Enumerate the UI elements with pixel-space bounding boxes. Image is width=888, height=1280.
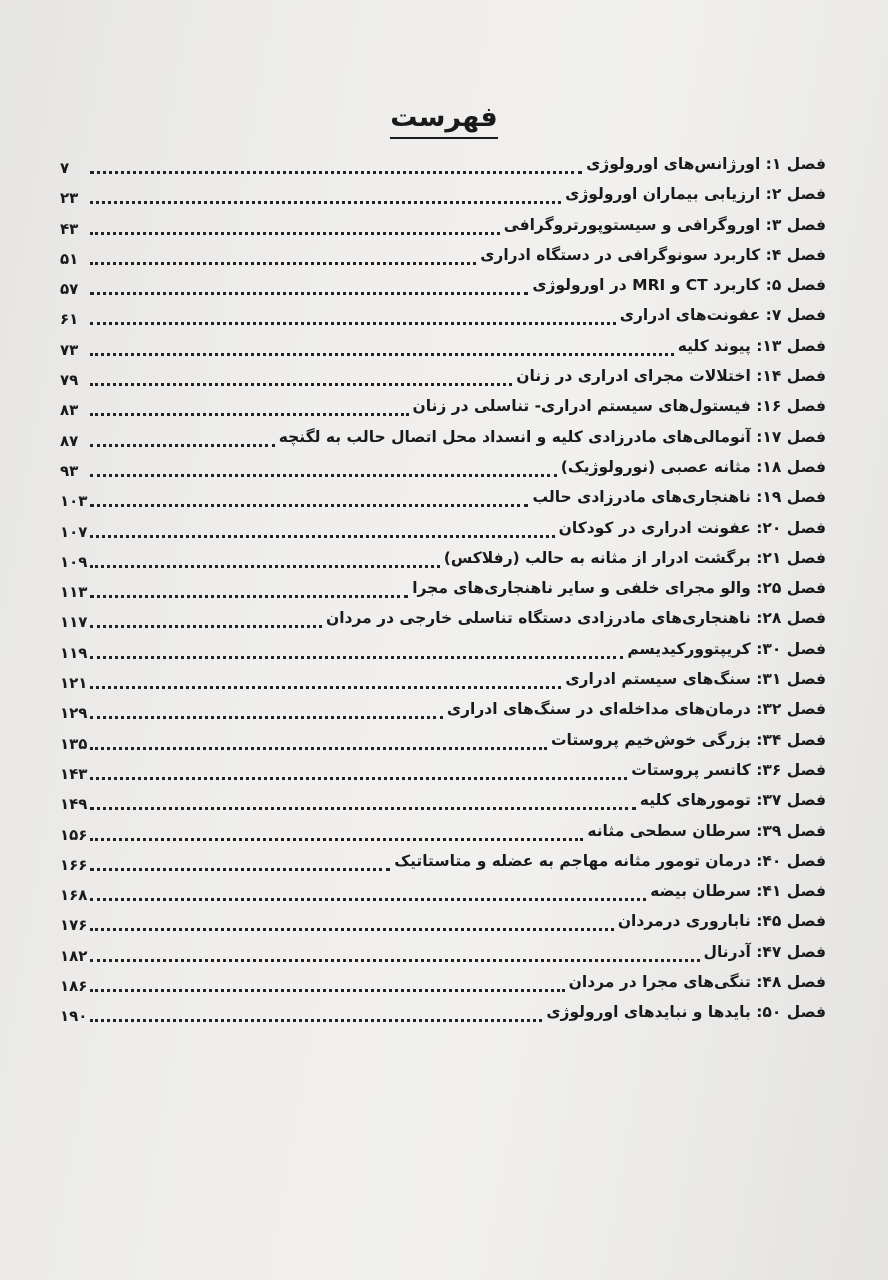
page-number: ۱۰۹ — [60, 552, 88, 571]
dot-leader — [90, 1019, 542, 1022]
toc-entry-title — [326, 607, 826, 629]
toc-row — [60, 998, 826, 1028]
chapter-title: والو مجرای خلفی و سایر ناهنجاری‌های مجرا — [412, 579, 751, 598]
chapter-label: فصل ۱۷: — [756, 427, 826, 446]
page-number: ۱۹۰ — [60, 1007, 88, 1026]
page-number: ۹۳ — [60, 461, 79, 480]
chapter-label: فصل ۳: — [765, 215, 826, 234]
toc-entry-title — [704, 941, 826, 963]
dot-leader — [90, 868, 390, 871]
dot-leader — [90, 716, 443, 719]
title-text: فهرست — [390, 102, 497, 139]
chapter-title: عفونت‌های ادراری — [619, 306, 761, 325]
chapter-label: فصل ۲۱: — [756, 548, 826, 567]
dot-leader — [90, 898, 646, 901]
toc-row — [60, 968, 826, 998]
toc-row — [60, 392, 826, 422]
toc-entry-title — [569, 971, 826, 993]
toc-row — [60, 180, 826, 210]
chapter-title: سنگ‌های سیستم ادراری — [565, 670, 751, 689]
toc-entry-title — [640, 789, 826, 811]
toc-entry-title — [279, 426, 826, 448]
dot-leader — [90, 383, 512, 386]
chapter-title: سرطان بیضه — [650, 882, 751, 901]
toc-row — [60, 604, 826, 634]
chapter-title: درمان تومور مثانه مهاجم به عضله و متاستاتیک — [394, 851, 751, 870]
chapter-title: اوروگرافی و سیستوپورتروگرافی — [503, 215, 761, 234]
chapter-title: کریپتوورکیدیسم — [627, 639, 751, 658]
chapter-label: فصل ۲۰: — [756, 518, 826, 537]
page-number: ۵۷ — [60, 280, 79, 299]
chapter-label: فصل ۳۱: — [756, 670, 826, 689]
page-number: ۸۷ — [60, 431, 79, 450]
table-of-contents — [60, 150, 826, 1029]
toc-entry-title — [551, 729, 826, 751]
toc-row — [60, 241, 826, 271]
page-number: ۱۲۱ — [60, 674, 88, 693]
chapter-label: فصل ۱۸: — [756, 457, 826, 476]
toc-row — [60, 695, 826, 725]
toc-entry-title — [413, 395, 826, 417]
page-number: ۱۵۶ — [60, 825, 88, 844]
toc-entry-title — [565, 668, 826, 690]
toc-row — [60, 847, 826, 877]
page-number: ۱۷۶ — [60, 916, 88, 935]
page-number: ۱۱۷ — [60, 613, 88, 632]
page-number: ۱۶۶ — [60, 855, 88, 874]
chapter-title: فیستول‌های سیستم ادراری- تناسلی در زنان — [412, 397, 751, 416]
chapter-title: برگشت ادرار از مثانه به حالب (رفلاکس) — [443, 548, 751, 567]
chapter-title: عفونت ادراری در کودکان — [558, 518, 751, 537]
chapter-label: فصل ۴۸: — [756, 973, 826, 992]
dot-leader — [90, 686, 561, 689]
chapter-label: فصل ۴۵: — [756, 912, 826, 931]
chapter-title: تومورهای کلیه — [639, 791, 751, 810]
dot-leader — [90, 474, 557, 477]
chapter-title: درمان‌های مداخله‌ای در سنگ‌های ادراری — [446, 700, 751, 719]
chapter-label: فصل ۵۰: — [756, 1003, 826, 1022]
chapter-title: کاربرد CT و MRI در اورولوژی — [532, 276, 761, 295]
toc-row — [60, 514, 826, 544]
toc-entry-title — [412, 577, 826, 599]
page-number: ۷ — [60, 159, 70, 177]
chapter-label: فصل ۱۴: — [756, 367, 826, 386]
dot-leader — [90, 353, 674, 356]
chapter-label: فصل ۴۰: — [756, 851, 826, 870]
chapter-title: ناهنجاری‌های مادرزادی دستگاه تناسلی خارجی در مردان — [326, 609, 751, 628]
chapter-label: فصل ۳۲: — [756, 700, 826, 719]
chapter-title: آنومالی‌های مادرزادی کلیه و انسداد محل اتصال حالب به لگنچه — [278, 427, 751, 446]
page-number: ۷۹ — [60, 371, 79, 390]
chapter-label: فصل ۱۶: — [756, 397, 826, 416]
toc-row — [60, 211, 826, 241]
toc-entry-title — [586, 153, 826, 175]
dot-leader — [90, 928, 614, 931]
toc-entry-title — [631, 759, 826, 781]
dot-leader — [90, 747, 547, 750]
dot-leader — [90, 232, 500, 235]
chapter-title: ناباروری درمردان — [617, 912, 751, 931]
toc-entry-title — [444, 547, 826, 569]
chapter-title: ناهنجاری‌های مادرزادی حالب — [532, 488, 751, 507]
chapter-title: بایدها و نبایدهای اورولوژی — [546, 1003, 751, 1022]
chapter-label: فصل ۳۷: — [756, 791, 826, 810]
dot-leader — [90, 201, 561, 204]
toc-row — [60, 301, 826, 331]
chapter-title: پیوند کلیه — [677, 336, 751, 355]
chapter-label: فصل ۲۸: — [756, 609, 826, 628]
chapter-label: فصل ۱: — [765, 155, 826, 173]
toc-row — [60, 574, 826, 604]
toc-entry-title — [620, 304, 826, 326]
toc-row — [60, 271, 826, 301]
toc-entry-title — [618, 910, 826, 932]
chapter-label: فصل ۳۴: — [756, 730, 826, 749]
toc-row — [60, 483, 826, 513]
toc-row — [60, 150, 826, 180]
dot-leader — [90, 625, 322, 628]
dot-leader — [90, 171, 582, 174]
chapter-label: فصل ۱۹: — [756, 488, 826, 507]
dot-leader — [90, 838, 583, 841]
page-number: ۵۱ — [60, 249, 79, 268]
toc-row — [60, 938, 826, 968]
toc-row — [60, 665, 826, 695]
dot-leader — [90, 595, 408, 598]
chapter-label: فصل ۴۷: — [756, 942, 826, 961]
toc-entry-title — [559, 517, 826, 539]
chapter-label: فصل ۳۶: — [756, 760, 826, 779]
toc-row — [60, 877, 826, 907]
dot-leader — [90, 777, 627, 780]
dot-leader — [90, 444, 275, 447]
toc-entry-title — [394, 850, 826, 872]
page-number: ۱۲۹ — [60, 704, 88, 723]
chapter-title: بزرگی خوش‌خیم پروستات — [550, 730, 751, 749]
toc-row — [60, 817, 826, 847]
toc-row — [60, 907, 826, 937]
toc-row — [60, 786, 826, 816]
chapter-title: آدرنال — [703, 942, 751, 961]
page-number: ۷۳ — [60, 340, 79, 359]
page-number: ۸۳ — [60, 401, 79, 420]
toc-entry-title — [533, 486, 827, 508]
toc-entry-title — [565, 183, 826, 205]
toc-row — [60, 756, 826, 786]
page-number: ۱۳۵ — [60, 734, 88, 753]
chapter-title: مثانه عصبی (نورولوژیک) — [560, 457, 751, 476]
page-number: ۱۶۸ — [60, 886, 88, 905]
toc-entry-title — [480, 244, 826, 266]
chapter-title: ارزیابی بیماران اورولوژی — [565, 185, 761, 204]
toc-entry-title — [504, 214, 826, 236]
toc-entry-title — [627, 638, 826, 660]
dot-leader — [90, 807, 636, 810]
toc-entry-title — [678, 335, 826, 357]
dot-leader — [90, 413, 409, 416]
chapter-label: فصل ۳۰: — [756, 639, 826, 658]
page-number: ۱۰۳ — [60, 492, 88, 511]
page-title — [0, 102, 888, 139]
toc-row — [60, 544, 826, 574]
dot-leader — [90, 535, 555, 538]
chapter-title: کانسر پروستات — [631, 760, 751, 779]
toc-entry-title — [516, 365, 826, 387]
page-number: ۲۳ — [60, 189, 79, 208]
chapter-label: فصل ۳۹: — [756, 821, 826, 840]
dot-leader — [90, 656, 623, 659]
chapter-label: فصل ۱۳: — [756, 336, 826, 355]
chapter-title: اختلالات مجرای ادراری در زنان — [516, 367, 751, 386]
toc-entry-title — [587, 820, 826, 842]
toc-entry-title — [447, 698, 826, 720]
page-number: ۴۳ — [60, 219, 79, 238]
page-number: ۱۰۷ — [60, 522, 88, 541]
page-number: ۱۸۶ — [60, 977, 88, 996]
page-number: ۱۱۳ — [60, 583, 88, 602]
dot-leader — [90, 504, 528, 507]
page-number: ۱۴۳ — [60, 764, 88, 783]
dot-leader — [90, 565, 440, 568]
chapter-label: فصل ۲۵: — [756, 579, 826, 598]
dot-leader — [90, 322, 616, 325]
chapter-label: فصل ۴: — [765, 245, 826, 264]
toc-row — [60, 332, 826, 362]
toc-row — [60, 635, 826, 665]
toc-entry-title — [546, 1001, 826, 1023]
page-number: ۱۸۲ — [60, 946, 88, 965]
dot-leader — [90, 989, 565, 992]
toc-row — [60, 362, 826, 392]
chapter-label: فصل ۲: — [765, 185, 826, 204]
toc-row — [60, 423, 826, 453]
toc-entry-title — [650, 880, 826, 902]
toc-row — [60, 726, 826, 756]
chapter-label: فصل ۵: — [765, 276, 826, 295]
toc-row — [60, 453, 826, 483]
chapter-label: فصل ۷: — [765, 306, 826, 325]
chapter-label: فصل ۴۱: — [756, 882, 826, 901]
page-number: ۱۱۹ — [60, 643, 88, 662]
page-number: ۶۱ — [60, 310, 79, 329]
page-number: ۱۴۹ — [60, 795, 88, 814]
toc-entry-title — [532, 274, 826, 296]
dot-leader — [90, 292, 528, 295]
chapter-title: اورژانس‌های اورولوژی — [586, 155, 761, 173]
chapter-title: کاربرد سونوگرافی در دستگاه ادراری — [480, 245, 761, 264]
dot-leader — [90, 262, 476, 265]
dot-leader — [90, 959, 700, 962]
toc-entry-title — [561, 456, 826, 478]
chapter-title: تنگی‌های مجرا در مردان — [568, 973, 751, 992]
chapter-title: سرطان سطحی مثانه — [587, 821, 751, 840]
